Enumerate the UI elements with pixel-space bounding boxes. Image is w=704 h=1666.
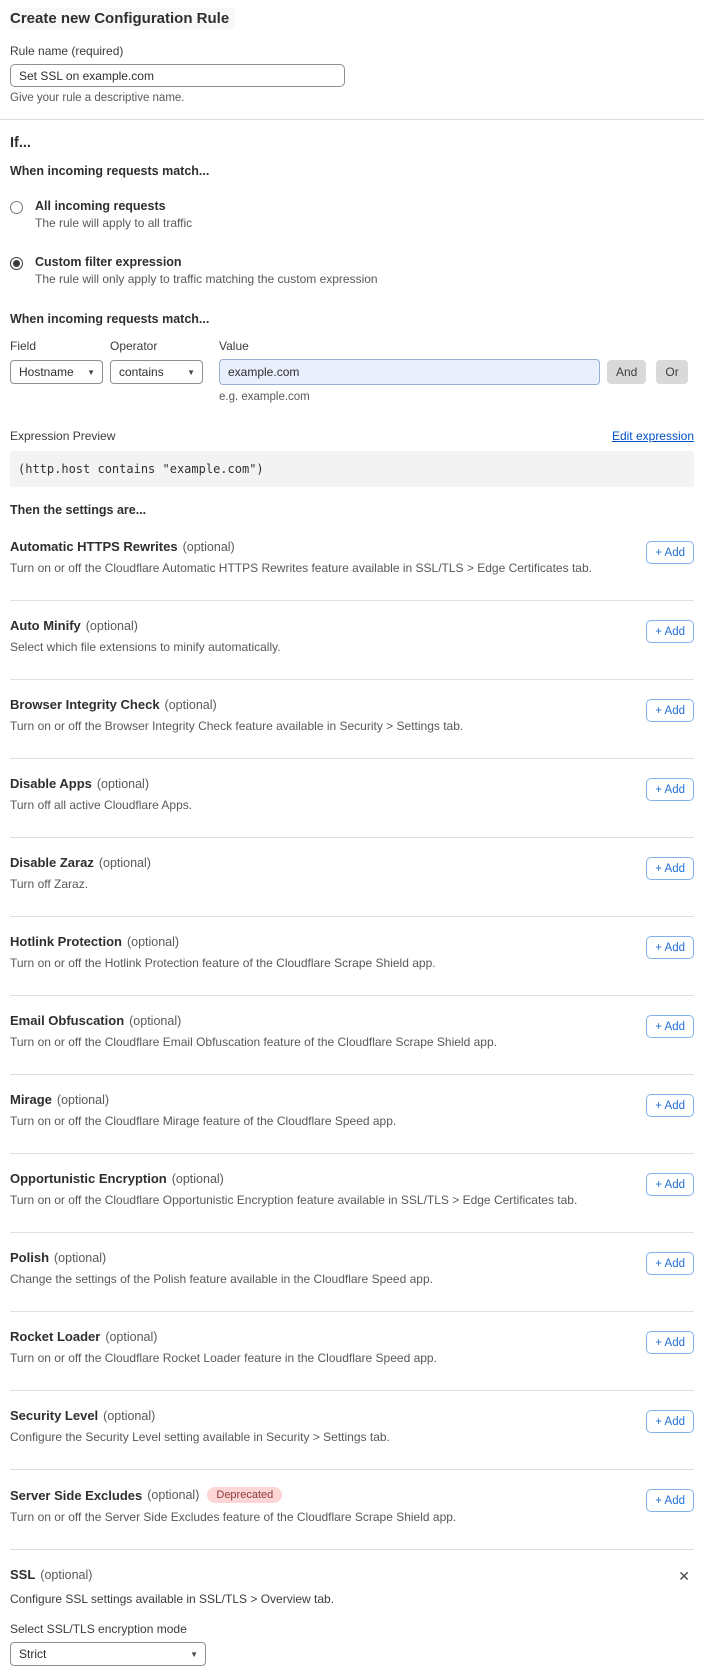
deprecated-badge: Deprecated: [207, 1487, 282, 1503]
operator-select[interactable]: [110, 360, 203, 384]
ssl-encryption-mode-label: Select SSL/TLS encryption mode: [10, 1622, 187, 1636]
setting-optional-label: (optional): [54, 1250, 107, 1265]
setting-description: Turn on or off the Cloudflare Email Obfuscation feature of the Cloudflare Scrape Shield app.: [10, 1035, 497, 1049]
setting-row: [10, 601, 694, 680]
setting-name: Email Obfuscation: [10, 1013, 125, 1028]
setting-row: [10, 759, 694, 838]
setting-row: [10, 996, 694, 1075]
setting-optional-label: (optional): [85, 618, 138, 633]
ssl-encryption-mode-value: Strict: [19, 1647, 47, 1661]
add-setting-button[interactable]: + Add: [646, 1173, 694, 1196]
page-title: Create new Configuration Rule: [10, 8, 694, 29]
setting-optional-label: (optional): [103, 1408, 156, 1423]
chevron-down-icon: ▼: [190, 1649, 198, 1659]
setting-name: Disable Apps: [10, 776, 92, 791]
radio-description: The rule will only apply to traffic matching the custom expression: [35, 272, 378, 286]
ssl-encryption-mode-select[interactable]: [10, 1642, 206, 1666]
setting-name: Opportunistic Encryption: [10, 1171, 167, 1186]
setting-name: Rocket Loader: [10, 1329, 101, 1344]
then-settings-heading: Then the settings are...: [10, 503, 147, 517]
setting-name: SSL: [10, 1567, 36, 1582]
setting-row: [10, 917, 694, 996]
radio-label: Custom filter expression: [35, 255, 182, 269]
setting-row: [10, 1154, 694, 1233]
rule-name-label: Rule name (required): [10, 44, 124, 58]
setting-row: [10, 1075, 694, 1154]
setting-description: Turn on or off the Hotlink Protection feature of the Cloudflare Scrape Shield app.: [10, 956, 436, 970]
setting-name: Security Level: [10, 1408, 99, 1423]
setting-description: Turn on or off the Cloudflare Opportunistic Encryption feature available in SSL/TLS > Edge Certificates tab.: [10, 1193, 578, 1207]
rule-name-input[interactable]: [10, 64, 345, 87]
setting-description: Turn off all active Cloudflare Apps.: [10, 798, 193, 812]
close-icon[interactable]: ✕: [674, 1567, 694, 1585]
setting-optional-label: (optional): [40, 1567, 93, 1582]
operator-select-value: contains: [119, 365, 164, 379]
setting-optional-label: (optional): [98, 855, 151, 870]
setting-description: Turn on or off the Browser Integrity Check feature available in Security > Settings tab.: [10, 719, 464, 733]
ssl-setting-section: [10, 1550, 694, 1666]
setting-name: Auto Minify: [10, 618, 81, 633]
setting-row: [10, 1391, 694, 1470]
setting-optional-label: (optional): [96, 776, 149, 791]
setting-row: [10, 680, 694, 759]
or-button[interactable]: Or: [656, 360, 687, 384]
add-setting-button[interactable]: + Add: [646, 1094, 694, 1117]
field-select-value: Hostname: [19, 365, 74, 379]
radio-all-incoming-requests[interactable]: [10, 199, 694, 230]
radio-description: The rule will apply to all traffic: [35, 216, 193, 230]
expression-preview-code: (http.host contains "example.com"): [10, 451, 694, 487]
radio-button-icon[interactable]: [10, 201, 23, 214]
incoming-requests-match-label: When incoming requests match...: [10, 164, 210, 178]
setting-name: Server Side Excludes: [10, 1487, 143, 1503]
setting-name: Disable Zaraz: [10, 855, 94, 870]
setting-optional-label: (optional): [164, 697, 217, 712]
setting-name: Hotlink Protection: [10, 934, 122, 949]
setting-optional-label: (optional): [171, 1171, 224, 1186]
setting-optional-label: (optional): [147, 1488, 200, 1502]
setting-optional-label: (optional): [182, 539, 235, 554]
setting-row: [10, 522, 694, 601]
add-setting-button[interactable]: + Add: [646, 541, 694, 564]
setting-row: [10, 1312, 694, 1391]
setting-name: Polish: [10, 1250, 50, 1265]
if-heading: If...: [10, 135, 31, 151]
setting-name: Browser Integrity Check: [10, 697, 160, 712]
setting-description: Turn on or off the Server Side Excludes feature of the Cloudflare Scrape Shield app.: [10, 1510, 457, 1524]
field-select[interactable]: [10, 360, 103, 384]
add-setting-button[interactable]: + Add: [646, 1331, 694, 1354]
radio-label: All incoming requests: [35, 199, 166, 213]
chevron-down-icon: ▼: [87, 367, 95, 377]
add-setting-button[interactable]: + Add: [646, 857, 694, 880]
match-type-radio-group: [10, 199, 694, 286]
field-label: Field: [10, 339, 37, 353]
radio-custom-filter-expression[interactable]: [10, 255, 694, 286]
setting-description: Select which file extensions to minify automatically.: [10, 640, 281, 654]
add-setting-button[interactable]: + Add: [646, 778, 694, 801]
setting-row: [10, 1470, 694, 1550]
add-setting-button[interactable]: + Add: [646, 936, 694, 959]
operator-label: Operator: [110, 339, 158, 353]
setting-row: [10, 1233, 694, 1312]
add-setting-button[interactable]: + Add: [646, 1015, 694, 1038]
setting-optional-label: (optional): [126, 934, 180, 949]
section-divider: [0, 119, 704, 120]
add-setting-button[interactable]: + Add: [646, 1410, 694, 1433]
setting-description: Turn off Zaraz.: [10, 877, 89, 891]
setting-name: Mirage: [10, 1092, 52, 1107]
rule-name-help: Give your rule a descriptive name.: [10, 92, 185, 104]
and-button[interactable]: And: [607, 360, 646, 384]
setting-description: Configure SSL settings available in SSL/TLS > Overview tab.: [10, 1592, 335, 1606]
setting-optional-label: (optional): [105, 1329, 158, 1344]
expression-builder-heading: When incoming requests match...: [10, 312, 210, 326]
edit-expression-link[interactable]: Edit expression: [611, 429, 694, 443]
setting-description: Turn on or off the Cloudflare Automatic HTTPS Rewrites feature available in SSL/TLS > Edge Certificates tab.: [10, 561, 592, 575]
value-label: Value: [219, 339, 249, 353]
chevron-down-icon: ▼: [187, 367, 195, 377]
radio-button-icon[interactable]: [10, 257, 23, 270]
setting-description: Turn on or off the Cloudflare Rocket Loader feature in the Cloudflare Speed app.: [10, 1351, 437, 1365]
setting-description: Configure the Security Level setting available in Security > Settings tab.: [10, 1430, 390, 1444]
setting-description: Change the settings of the Polish feature available in the Cloudflare Speed app.: [10, 1272, 433, 1286]
add-setting-button[interactable]: + Add: [646, 1489, 694, 1512]
value-input[interactable]: [219, 359, 600, 385]
value-help-text: e.g. example.com: [219, 391, 310, 403]
add-setting-button[interactable]: + Add: [646, 620, 694, 643]
add-setting-button[interactable]: + Add: [646, 1252, 694, 1275]
setting-optional-label: (optional): [56, 1092, 110, 1107]
setting-optional-label: (optional): [129, 1013, 182, 1028]
setting-name: Automatic HTTPS Rewrites: [10, 539, 178, 554]
setting-row: [10, 838, 694, 917]
add-setting-button[interactable]: + Add: [646, 699, 694, 722]
settings-list: [10, 522, 694, 1550]
setting-description: Turn on or off the Cloudflare Mirage feature of the Cloudflare Speed app.: [10, 1114, 397, 1128]
expression-preview-label: Expression Preview: [10, 429, 116, 443]
